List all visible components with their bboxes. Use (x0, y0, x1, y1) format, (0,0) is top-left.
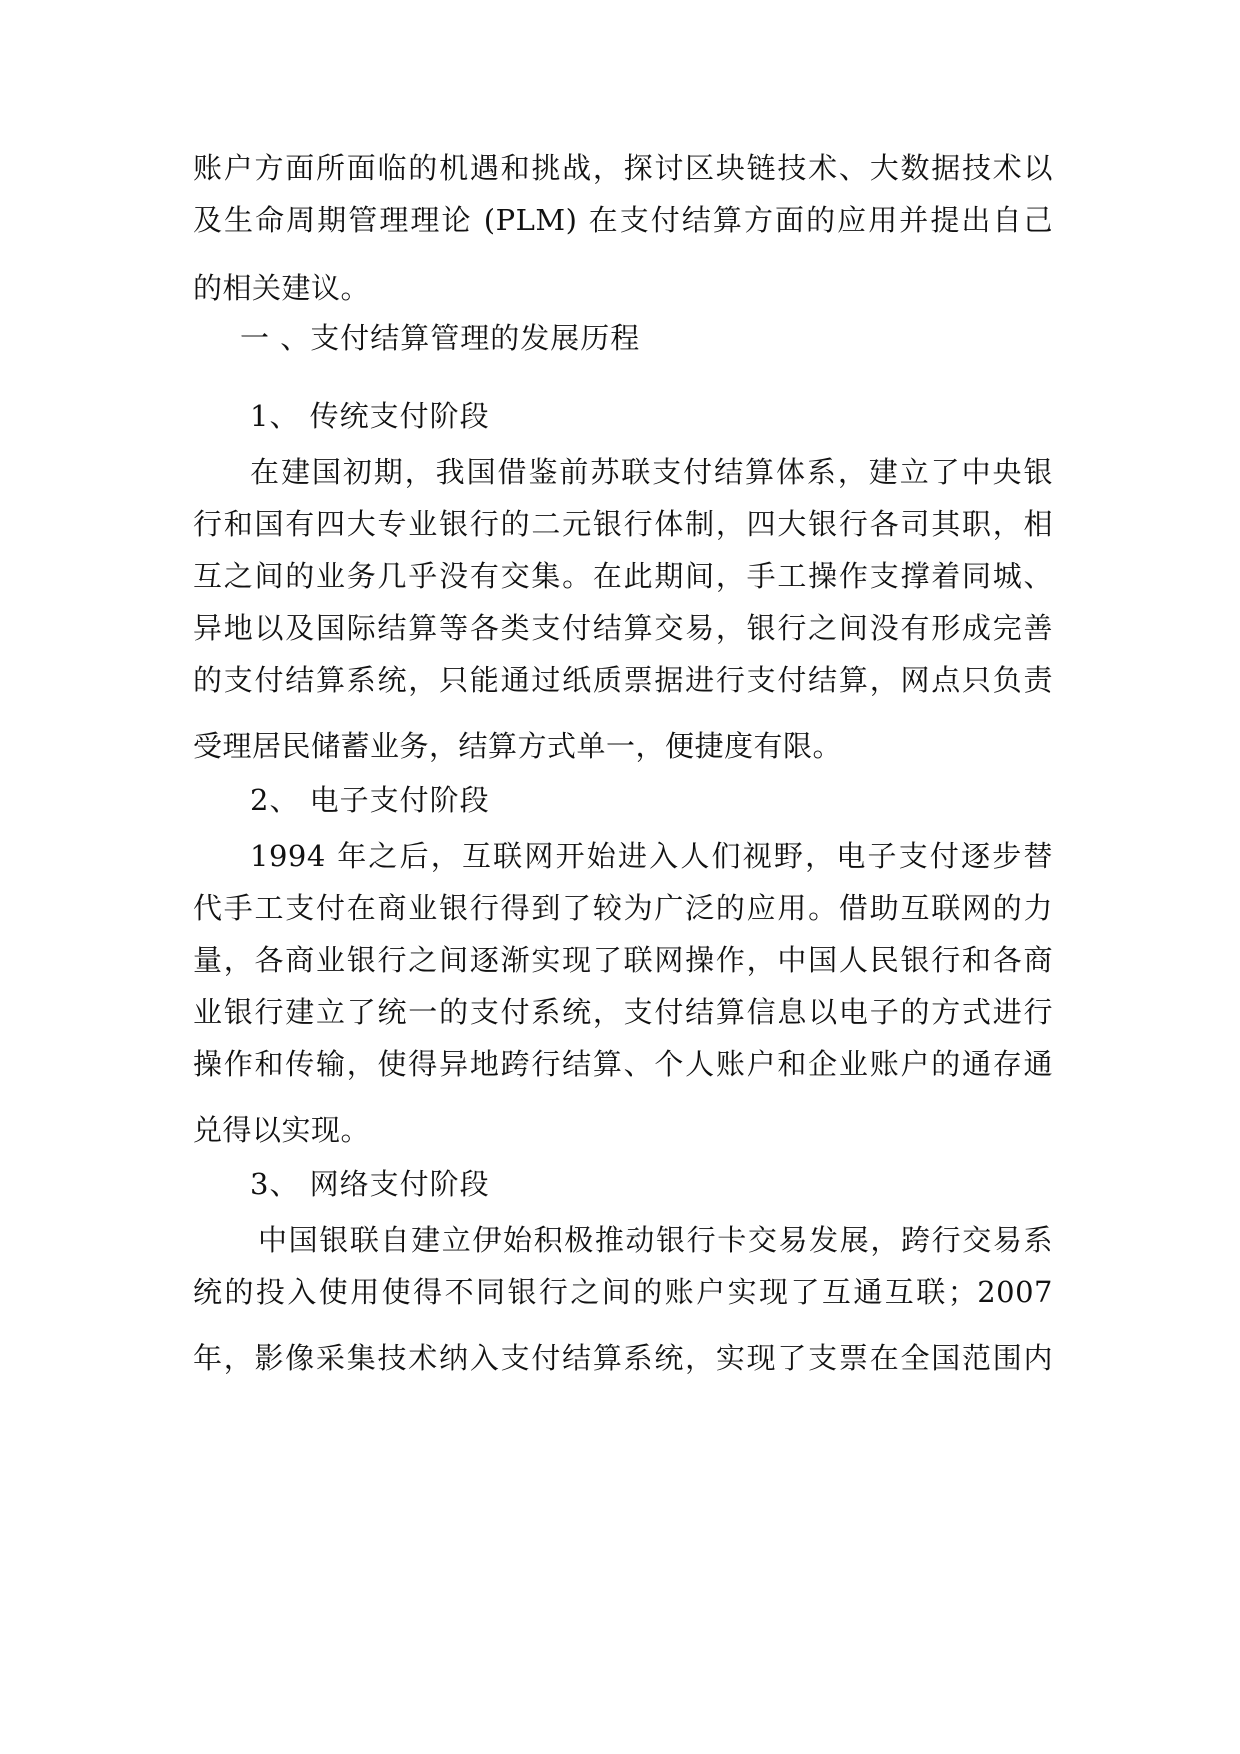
subsection-3-line-2: 统的投入使用使得不同银行之间的账户实现了互通互联；2007 (193, 1275, 1053, 1309)
subsection-2-heading: 2、 电子支付阶段 (250, 783, 490, 817)
subsection-2-line-5: 操作和传输，使得异地跨行结算、个人账户和企业账户的通存通 (193, 1047, 1053, 1081)
intro-line-2: 及生命周期管理理论 (PLM) 在支付结算方面的应用并提出自己 (193, 203, 1053, 237)
subsection-2-line-3: 量，各商业银行之间逐渐实现了联网操作，中国人民银行和各商 (193, 943, 1053, 977)
subsection-1-line-5: 的支付结算系统，只能通过纸质票据进行支付结算，网点只负责 (193, 663, 1053, 697)
subsection-2-line-4: 业银行建立了统一的支付系统，支付结算信息以电子的方式进行 (193, 995, 1053, 1029)
section-heading: 一 、支付结算管理的发展历程 (240, 321, 641, 355)
subsection-2-line-1: 1994 年之后，互联网开始进入人们视野，电子支付逐步替 (250, 839, 1053, 873)
subsection-2-line-2: 代手工支付在商业银行得到了较为广泛的应用。借助互联网的力 (193, 891, 1053, 925)
subsection-2-line-6: 兑得以实现。 (193, 1113, 371, 1147)
subsection-1-line-2: 行和国有四大专业银行的二元银行体制，四大银行各司其职，相 (193, 507, 1053, 541)
subsection-1-heading: 1、 传统支付阶段 (250, 399, 490, 433)
subsection-1-line-1: 在建国初期，我国借鉴前苏联支付结算体系，建立了中央银 (250, 455, 1053, 489)
intro-line-3: 的相关建议。 (193, 271, 371, 305)
subsection-1-line-3: 互之间的业务几乎没有交集。在此期间，手工操作支撑着同城、 (193, 559, 1053, 593)
subsection-1-line-4: 异地以及国际结算等各类支付结算交易，银行之间没有形成完善 (193, 611, 1053, 645)
intro-line-1: 账户方面所面临的机遇和挑战，探讨区块链技术、大数据技术以 (193, 151, 1053, 185)
subsection-3-line-3: 年，影像采集技术纳入支付结算系统，实现了支票在全国范围内 (193, 1341, 1053, 1375)
subsection-1-line-6: 受理居民储蓄业务，结算方式单一，便捷度有限。 (193, 729, 843, 763)
subsection-3-heading: 3、 网络支付阶段 (250, 1167, 490, 1201)
subsection-3-line-1: 中国银联自建立伊始积极推动银行卡交易发展，跨行交易系 (258, 1223, 1053, 1257)
